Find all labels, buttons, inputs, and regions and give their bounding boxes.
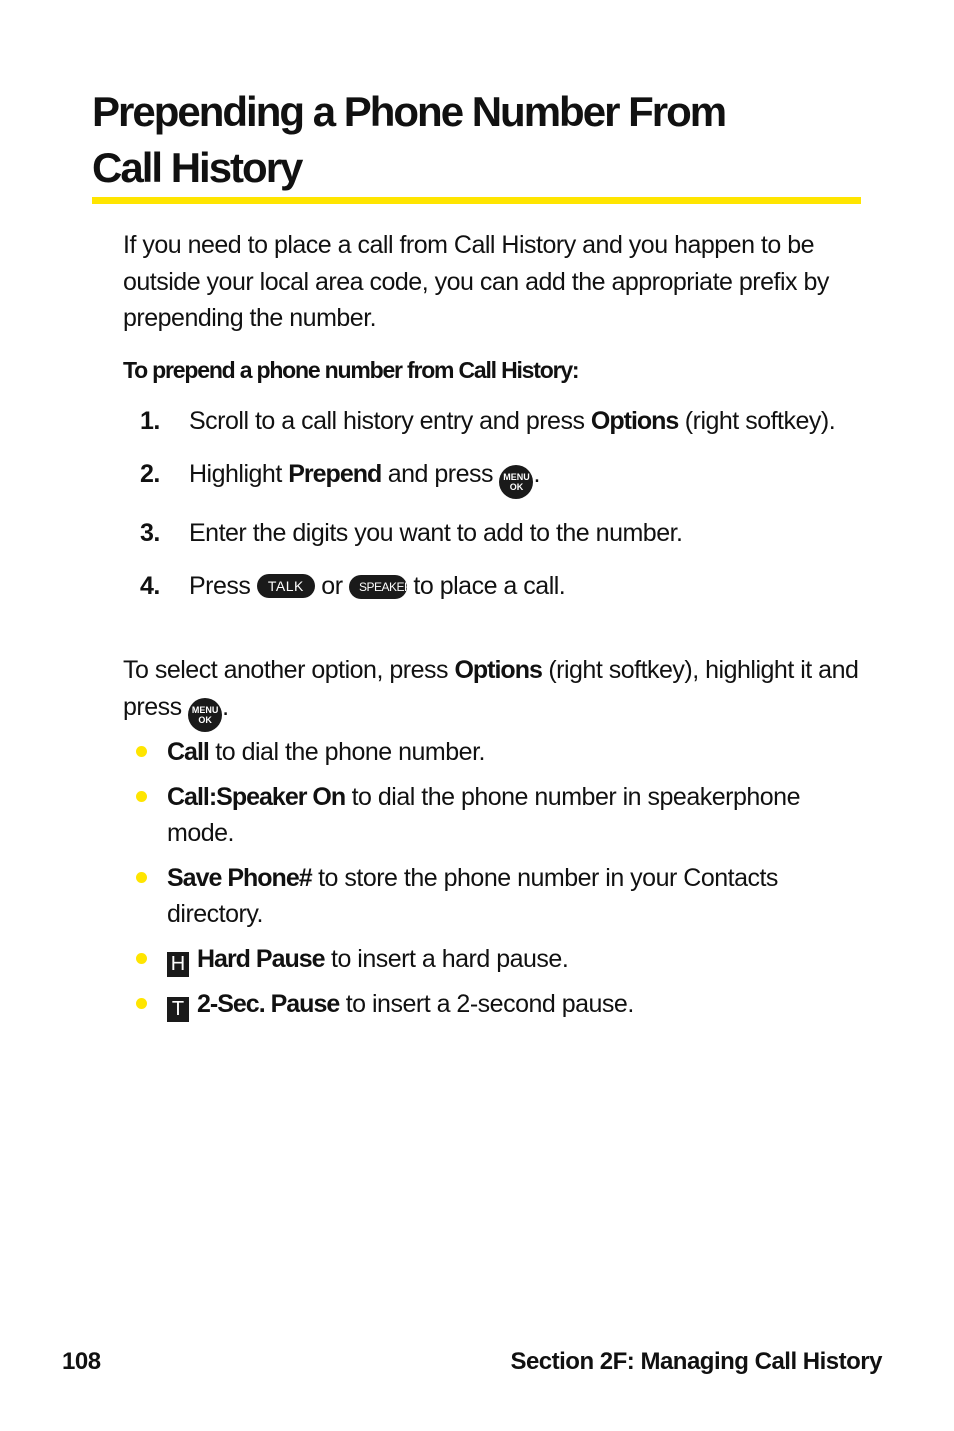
options-paragraph: To select another option, press Options (right softkey), highlight it and press MENU OK . (123, 652, 863, 732)
step-number: 4. (140, 572, 160, 600)
bullet-icon (132, 779, 167, 851)
bullet-icon (132, 734, 167, 770)
step-list (140, 402, 860, 620)
bullet-icon (132, 860, 167, 932)
menu-ok-key-icon: MENU OK (499, 465, 533, 499)
title-underline (92, 197, 861, 204)
talk-key-icon: TALK (257, 574, 315, 598)
title-line-1: Prepending a Phone Number From (92, 88, 726, 135)
step-number: 1. (140, 407, 160, 435)
h-key-icon: H (167, 952, 189, 977)
bullet-icon (132, 941, 167, 977)
list-item: Save Phone# to store the phone number in your Contacts directory. (132, 860, 862, 932)
list-item: Call:Speaker On to dial the phone number in speakerphone mode. (132, 779, 862, 851)
list-item: T 2-Sec. Pause to insert a 2-second pause. (132, 986, 862, 1022)
section-title: Section 2F: Managing Call History (510, 1348, 882, 1375)
step-4: 4. Press TALK or SPEAKER to place a call. (140, 567, 860, 605)
procedure-lead: To prepend a phone number from Call History: (123, 357, 579, 383)
intro-paragraph: If you need to place a call from Call History and you happen to be outside your local area code, you can add the appropriate prefix by prepending the number. (123, 231, 829, 332)
options-label: Options (590, 407, 679, 435)
bullet-icon (132, 986, 167, 1022)
step-number: 2. (140, 460, 160, 488)
step-number: 3. (140, 519, 160, 547)
options-label: Options (454, 656, 542, 684)
step-2: 2. Highlight Prepend and press MENU OK . (140, 455, 860, 499)
step-3: 3. Enter the digits you want to add to the number. (140, 514, 860, 552)
prepend-label: Prepend (288, 460, 382, 488)
page-number: 108 (62, 1348, 101, 1375)
list-item: Call to dial the phone number. (132, 734, 862, 770)
menu-ok-key-icon: MENU OK (188, 698, 222, 732)
speaker-key-icon: SPEAKER (349, 575, 407, 599)
title-line-2: Call History (92, 144, 302, 191)
option-list (132, 734, 862, 1031)
page-title (92, 84, 872, 196)
t-key-icon: T (167, 997, 189, 1022)
list-item: H Hard Pause to insert a hard pause. (132, 941, 862, 977)
step-1: 1. Scroll to a call history entry and press Options (right softkey). (140, 402, 860, 440)
